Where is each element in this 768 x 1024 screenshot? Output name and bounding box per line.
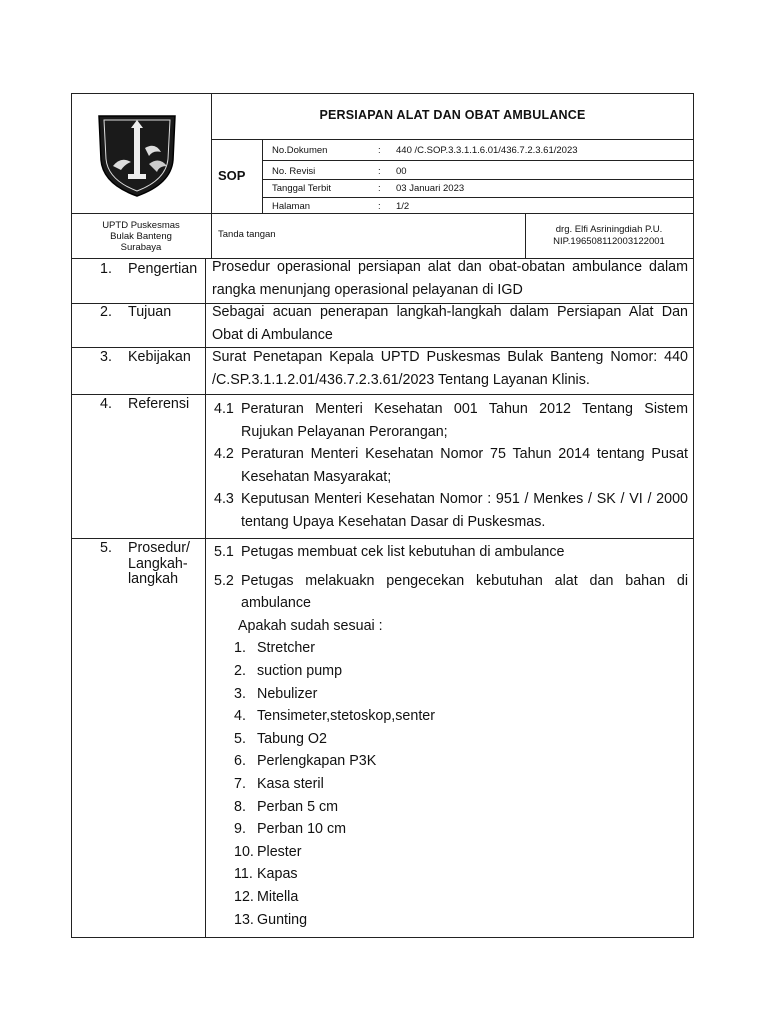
referensi-number: 4.1: [214, 401, 234, 417]
section-tujuan-label: [100, 301, 171, 324]
signer-name: drg. Elfi Asriningdiah P.U.: [555, 224, 663, 235]
meta-value-tanggal-terbit: 03 Januari 2023: [396, 183, 465, 194]
checklist-text: Perban 5 cm: [257, 798, 339, 815]
section-number: 3.: [100, 349, 112, 365]
organization-line: UPTD Puskesmas: [102, 220, 180, 231]
section-tujuan-text: Sebagai acuan penerapan langkah-langkah dalam Persiapan Alat Dan Obat di Ambulance: [212, 304, 688, 343]
section-label-line: Prosedur/: [128, 540, 190, 556]
sop-label: SOP: [218, 168, 246, 183]
checklist-item: [234, 909, 688, 932]
section-number: 4.: [100, 396, 112, 412]
referensi-text: Peraturan Menteri Kesehatan 001 Tahun 2012 Tentang Sistem Rujukan Pelayanan Perorangan;: [241, 401, 688, 440]
checklist-item: [234, 886, 688, 909]
checklist-item: [234, 683, 688, 706]
checklist-text: Stretcher: [257, 640, 316, 657]
referensi-text: Peraturan Menteri Kesehatan Nomor 75 Tahun 2014 tentang Pusat Kesehatan Masyarakat;: [241, 446, 688, 485]
checklist-number: 5.: [234, 730, 246, 747]
section-label: Pengertian: [128, 261, 198, 277]
checklist-item: [234, 773, 688, 796]
checklist-number: 10.: [234, 843, 254, 860]
section-number: 1.: [100, 261, 112, 277]
referensi-item: [214, 488, 688, 533]
signature-label: Tanda tangan: [218, 229, 276, 240]
referensi-number: 4.2: [214, 446, 234, 463]
checklist-number: 12.: [234, 888, 254, 905]
checklist-text: Mitella: [257, 888, 299, 905]
checklist-text: Gunting: [257, 911, 308, 928]
checklist-text: Kasa steril: [257, 775, 324, 792]
checklist-text: Kapas: [257, 866, 298, 883]
step-number: 5.1: [214, 544, 234, 560]
checklist-item: [234, 863, 688, 886]
checklist-text: Nebulizer: [257, 685, 318, 702]
referensi-item: [214, 443, 688, 488]
checklist-item: [234, 728, 688, 751]
checklist-number: 2.: [234, 662, 246, 679]
checklist-text: Perlengkapan P3K: [257, 753, 377, 770]
signer-nip: NIP.196508112003122001: [553, 236, 665, 247]
section-number: 2.: [100, 304, 112, 320]
city-emblem-logo: [95, 108, 179, 198]
prosedur-step: [214, 570, 688, 615]
section-referensi-label: [100, 393, 189, 416]
checklist-number: 7.: [234, 775, 246, 792]
checklist: [214, 637, 688, 931]
organization-line: Bulak Banteng: [110, 231, 172, 242]
meta-value-no-revisi: 00: [396, 166, 407, 177]
step-number: 5.2: [214, 572, 234, 589]
check-question: Apakah sudah sesuai :: [238, 617, 383, 634]
checklist-number: 8.: [234, 798, 246, 815]
meta-sep: :: [378, 145, 381, 156]
section-prosedur-steps: [214, 541, 688, 931]
section-label: Kebijakan: [128, 349, 191, 365]
meta-label-no-dokumen: No.Dokumen: [272, 145, 328, 156]
checklist-number: 6.: [234, 753, 246, 770]
checklist-item: [234, 818, 688, 841]
organization-name: [71, 220, 211, 253]
checklist-number: 1.: [234, 640, 246, 657]
checklist-text: suction pump: [257, 662, 343, 679]
section-kebijakan-label: [100, 346, 191, 369]
checklist-number: 4.: [234, 708, 246, 725]
section-pengertian-text: Prosedur operasional persiapan alat dan obat-obatan ambulance dalam rangka menunjang operasional pelayanan di IGD: [212, 259, 688, 298]
meta-value-halaman: 1/2: [396, 201, 410, 212]
checklist-number: 9.: [234, 821, 246, 838]
checklist-item: [234, 750, 688, 773]
referensi-number: 4.3: [214, 491, 234, 508]
referensi-text: Keputusan Menteri Kesehatan Nomor : 951 / Menkes / SK / VI / 2000 tentang Upaya Kesehatan Dasar di Puskesmas.: [241, 491, 688, 530]
checklist-number: 11.: [234, 866, 253, 883]
section-label: Referensi: [128, 396, 190, 412]
section-pengertian-label: [100, 258, 197, 281]
checklist-number: 3.: [234, 685, 246, 702]
checklist-text: Plester: [257, 843, 302, 860]
checklist-item: [234, 660, 688, 683]
meta-sep: :: [378, 166, 381, 177]
checklist-item: [234, 841, 688, 864]
section-label: Tujuan: [128, 304, 172, 320]
section-number: 5.: [100, 540, 112, 556]
step-text: Petugas melakuakn pengecekan kebutuhan alat dan bahan di ambulance: [241, 572, 688, 612]
referensi-item: [214, 398, 688, 443]
checklist-item: [234, 796, 688, 819]
checklist-item: [234, 705, 688, 728]
checklist-item: [234, 637, 688, 660]
step-text: Petugas membuat cek list kebutuhan di ambulance: [241, 544, 565, 560]
meta-sep: :: [378, 183, 381, 194]
section-label-line: Langkah-: [128, 555, 188, 572]
checklist-text: Perban 10 cm: [257, 821, 347, 838]
checklist-text: Tabung O2: [257, 730, 327, 747]
organization-line: Surabaya: [120, 242, 162, 253]
section-prosedur-label: [100, 541, 190, 588]
checklist-text: Tensimeter,stetoskop,senter: [257, 708, 436, 725]
checklist-number: 13.: [234, 911, 254, 928]
prosedur-step: [214, 541, 688, 564]
meta-sep: :: [378, 201, 381, 212]
section-kebijakan-text: Surat Penetapan Kepala UPTD Puskesmas Bulak Banteng Nomor: 440 /C.SP.3.1.1.2.01/436.7.2.3.61/2023 Tentang Layanan Klinis.: [212, 349, 688, 388]
meta-label-halaman: Halaman: [272, 201, 311, 212]
meta-label-no-revisi: No. Revisi: [272, 166, 316, 177]
section-label-line: langkah: [128, 571, 179, 587]
meta-label-tanggal-terbit: Tanggal Terbit: [272, 183, 331, 194]
meta-value-no-dokumen: 440 /C.SOP.3.3.1.1.6.01/436.7.2.3.61/2023: [396, 145, 578, 156]
document-title: PERSIAPAN ALAT DAN OBAT AMBULANCE: [319, 108, 586, 122]
section-referensi-list: [214, 398, 688, 534]
